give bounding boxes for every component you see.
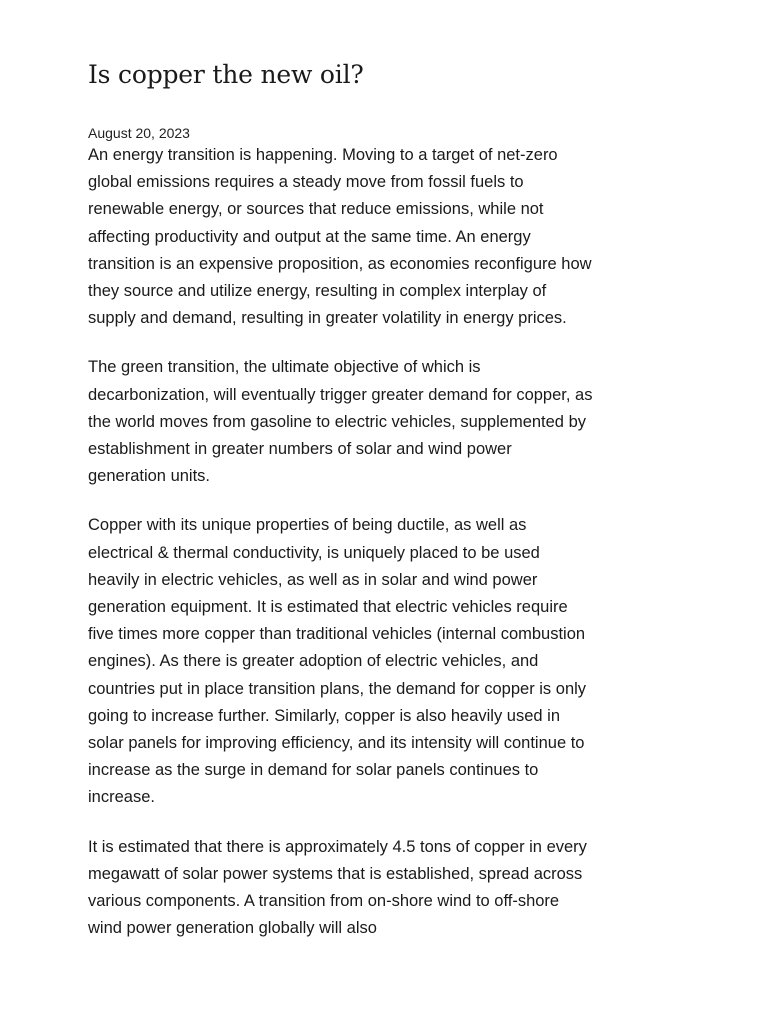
article-title: Is copper the new oil? [88, 60, 364, 89]
article-paragraph-1: An energy transition is happening. Moving to a target of net-zero global emissions requires a steady move from fossil fuels to renewable energy, or sources that reduce emissions, while not affecting productivity and output at the same time. An energy transition is an expensive proposition, as economies reconfigure how they source and utilize energy, resulting in complex interplay of supply and demand, resulting in greater volatility in energy prices. [88, 146, 592, 328]
article-paragraph-2: The green transition, the ultimate objective of which is decarbonization, will eventually trigger greater demand for copper, as the world moves from gasoline to electric vehicles, supplemented by establishment in greater numbers of solar and wind power generation units. [88, 358, 593, 486]
article [88, 58, 593, 964]
article-paragraph-3: Copper with its unique properties of being ductile, as well as electrical & thermal conductivity, is uniquely placed to be used heavily in electric vehicles, as well as in solar and wind power generation equipment. It is estimated that electric vehicles require five times more copper than traditional vehicles (internal combustion engines). As there is greater adoption of electric vehicles, and countries put in place transition plans, the demand for copper is only going to increase further. Similarly, copper is also heavily used in solar panels for improving efficiency, and its intensity will continue to increase as the surge in demand for solar panels continues to increase. [88, 516, 587, 807]
article-date: August 20, 2023 [88, 125, 190, 141]
article-paragraph-4: It is estimated that there is approximately 4.5 tons of copper in every megawatt of solar power systems that is established, spread across various components. A transition from on-shore wind to off-shore wind power generation globally will also [88, 837, 587, 938]
